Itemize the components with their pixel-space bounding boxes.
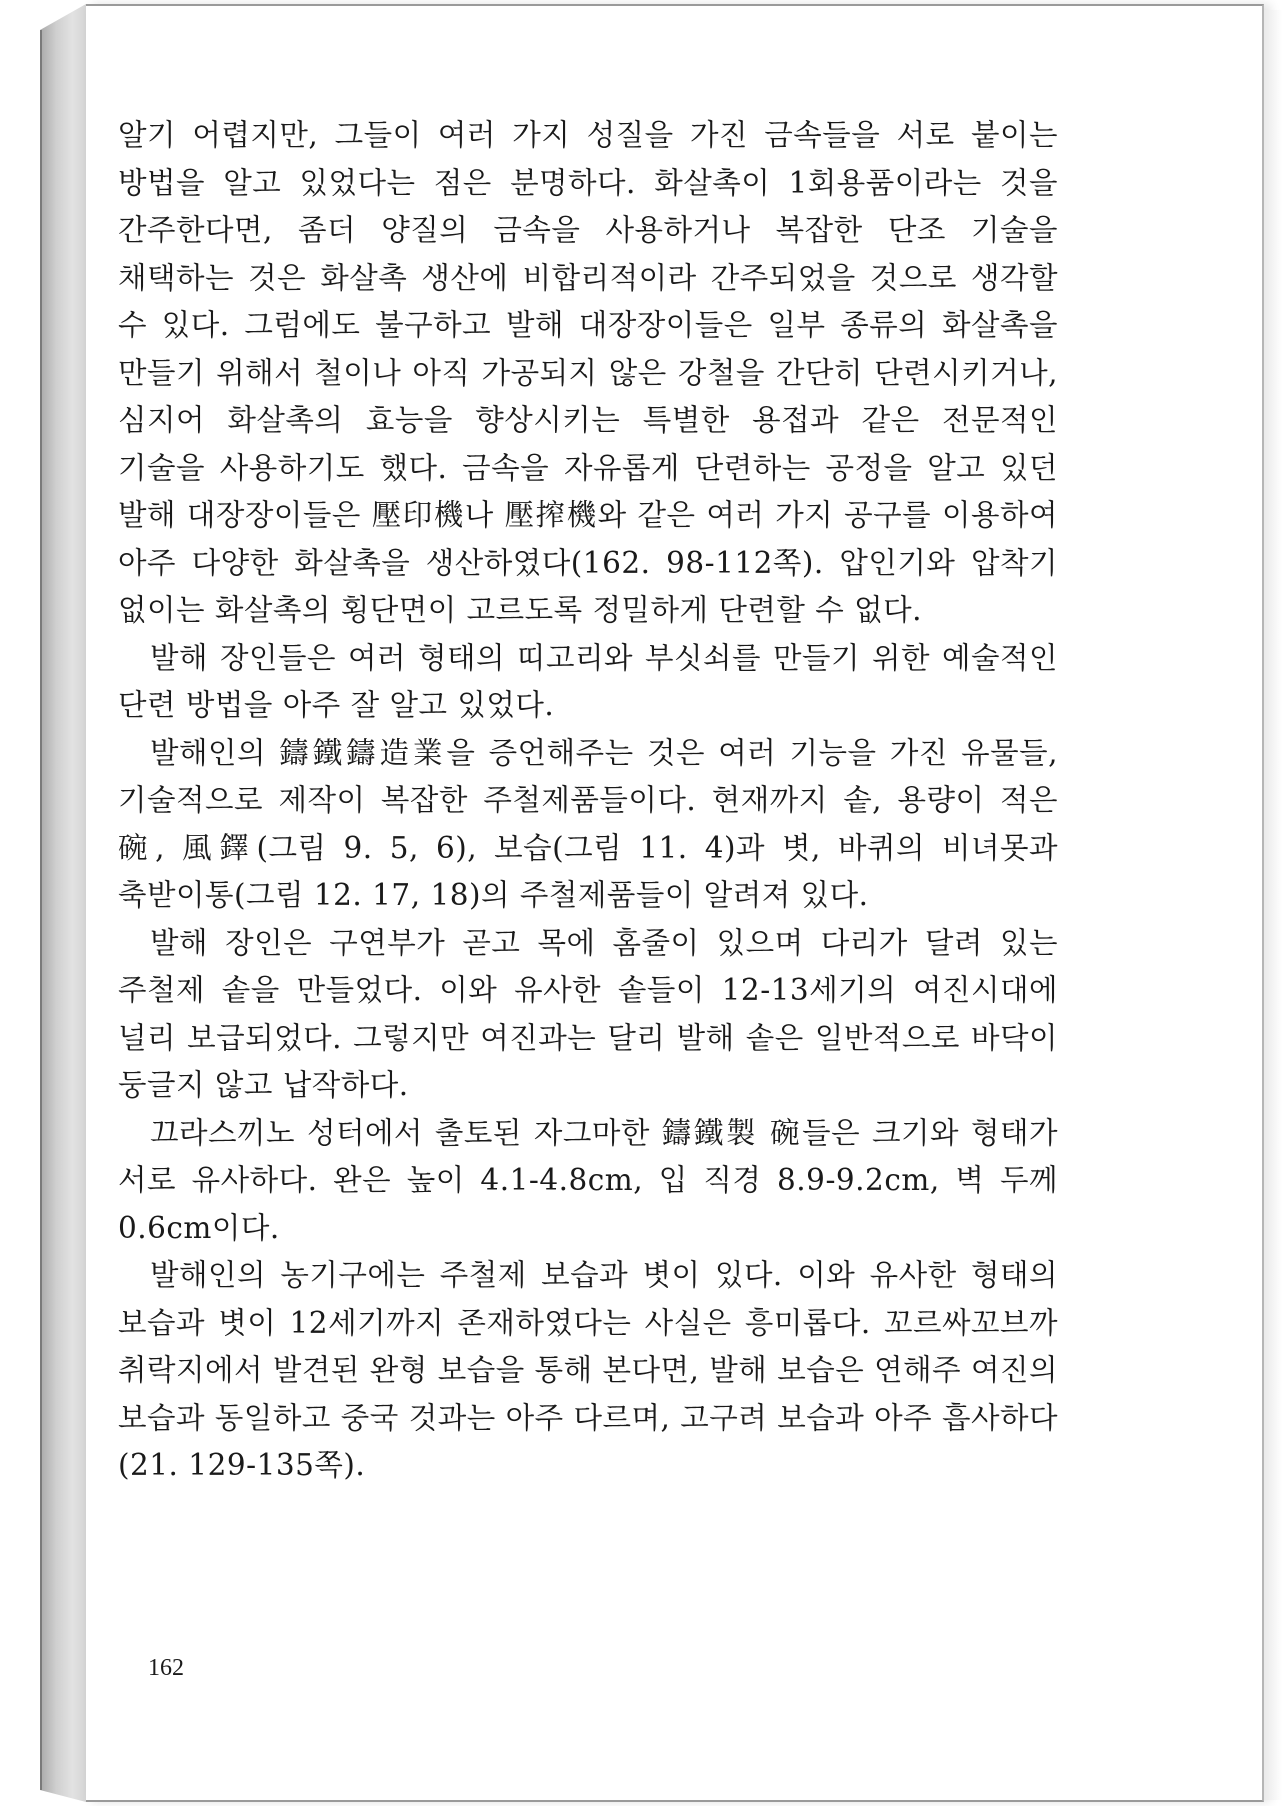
spine-edge: [40, 30, 42, 1790]
paragraph-6: 발해인의 농기구에는 주철제 보습과 볏이 있다. 이와 유사한 형태의 보습과 볏이 12세기까지 존재하였다는 사실은 흥미롭다. 꼬르싸꼬브까 취락지에서 발견된 완형 보습을 통해 본다면, 발해 보습은 연해주 여진의 보습과 동일하고 중국 것과는 아주 다르며, 고구려 보습과 아주 흡사하다(21. 129-135쪽).: [118, 1258, 1058, 1482]
paragraph-3: 발해인의 鑄鐵鑄造業을 증언해주는 것은 여러 기능을 가진 유물들, 기술적으로 제작이 복잡한 주철제품들이다. 현재까지 솥, 용량이 적은 碗, 風鐸(그림 9. 5, 6), 보습(그림 11. 4)과 볏, 바퀴의 비녀못과 축받이통(그림 12. 17, 18)의 주철제품들이 알려져 있다.: [118, 735, 1058, 912]
paragraph-2: 발해 장인들은 여러 형태의 띠고리와 부싯쇠를 만들기 위한 예술적인 단련 방법을 아주 잘 알고 있었다.: [118, 640, 1058, 722]
paragraph-1: 알기 어렵지만, 그들이 여러 가지 성질을 가진 금속들을 서로 붙이는 방법을 알고 있었다는 점은 분명하다. 화살촉이 1회용품이라는 것을 간주한다면, 좀더 양질의 금속을 사용하거나 복잡한 단조 기술을 채택하는 것은 화살촉 생산에 비합리적이라 간주되었을 것으로 생각할 수 있다. 그럼에도 불구하고 발해 대장장이들은 일부 종류의 화살촉을 만들기 위해서 철이나 아직 가공되지 않은 강철을 간단히 단련시키거나, 심지어 화살촉의 효능을 향상시키는 특별한 용접과 같은 전문적인 기술을 사용하기도 했다. 금속을 자유롭게 단련하는 공정을 알고 있던 발해 대장장이들은 壓印機나 壓搾機와 같은 여러 가지 공구를 이용하여 아주 다양한 화살촉을 생산하였다(162. 98-112쪽). 압인기와 압착기 없이는 화살촉의 횡단면이 고르도록 정밀하게 단련할 수 없다.: [118, 118, 1058, 627]
page-number: 162: [148, 1655, 184, 1681]
paragraph-5: 끄라스끼노 성터에서 출토된 자그마한 鑄鐵製 碗들은 크기와 형태가 서로 유사하다. 완은 높이 4.1-4.8cm, 입 직경 8.9-9.2cm, 벽 두께 0.6cm이다.: [118, 1115, 1058, 1245]
body-text: [118, 112, 1058, 1490]
paragraph-4: 발해 장인은 구연부가 곧고 목에 홈줄이 있으며 다리가 달려 있는 주철제 솥을 만들었다. 이와 유사한 솥들이 12-13세기의 여진시대에 널리 보급되었다. 그렇지만 여진과는 달리 발해 솥은 일반적으로 바닥이 둥글지 않고 납작하다.: [118, 925, 1058, 1102]
page-shadow: [1264, 10, 1282, 1800]
book-spine: [40, 4, 86, 1802]
